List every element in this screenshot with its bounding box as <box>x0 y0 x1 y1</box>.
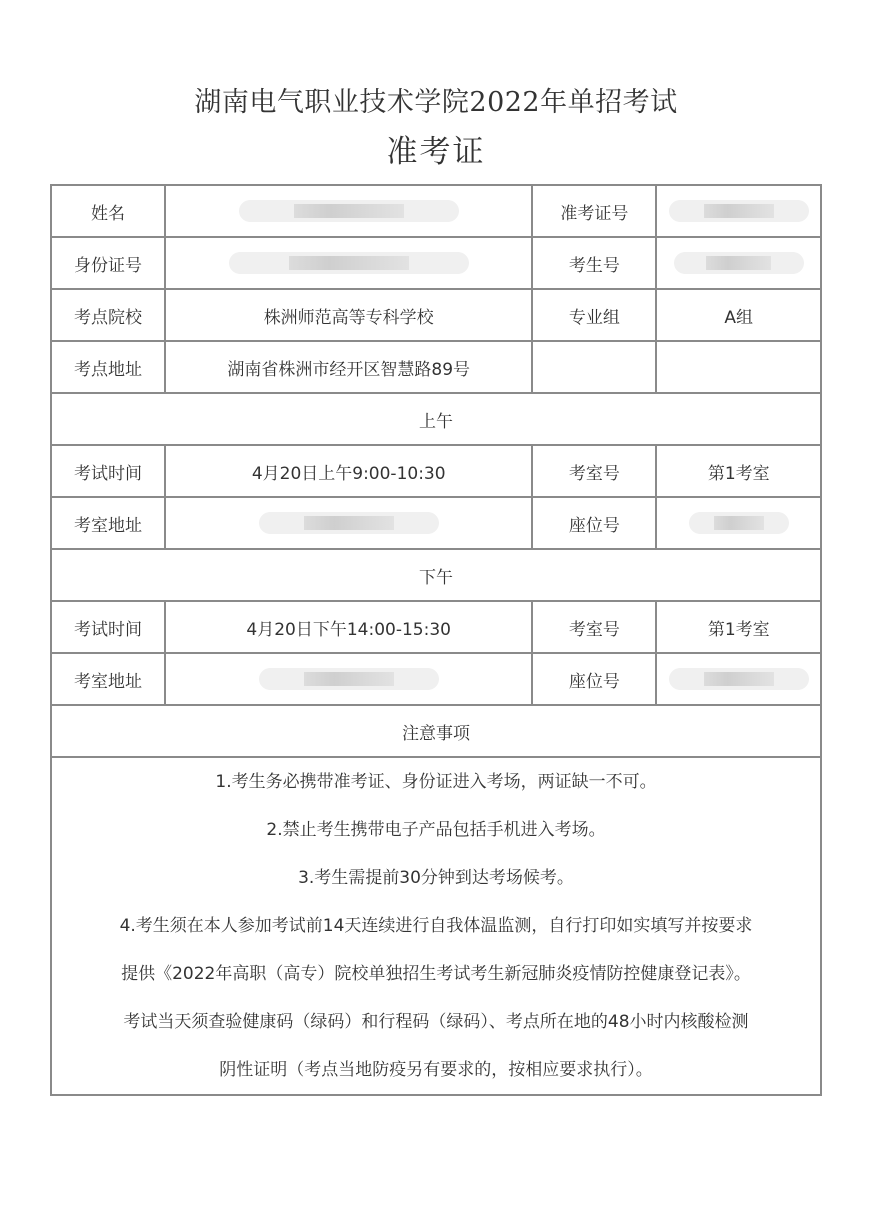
address-label: 考点地址 <box>51 341 165 393</box>
table-row <box>51 653 821 705</box>
table-row <box>51 289 821 341</box>
notes-body <box>51 757 821 1095</box>
redacted-room-address <box>259 512 439 534</box>
name-value <box>165 185 532 237</box>
afternoon-room-label: 考室号 <box>532 601 656 653</box>
id-value <box>165 237 532 289</box>
candidate-no-value <box>656 237 821 289</box>
major-group-value: A组 <box>656 289 821 341</box>
table-row <box>51 757 821 1095</box>
table-row <box>51 601 821 653</box>
table-row <box>51 185 821 237</box>
afternoon-room-address-label: 考室地址 <box>51 653 165 705</box>
morning-time-value: 4月20日上午9:00-10:30 <box>165 445 532 497</box>
candidate-no-label: 考生号 <box>532 237 656 289</box>
morning-seat-label: 座位号 <box>532 497 656 549</box>
empty-cell <box>656 341 821 393</box>
table-row <box>51 341 821 393</box>
school-label: 考点院校 <box>51 289 165 341</box>
morning-room-address-label: 考室地址 <box>51 497 165 549</box>
document-title: 湖南电气职业技术学院2022年单招考试 <box>194 87 678 118</box>
table-row <box>51 237 821 289</box>
redacted-room-address <box>259 668 439 690</box>
major-group-label: 专业组 <box>532 289 656 341</box>
afternoon-seat-label: 座位号 <box>532 653 656 705</box>
redacted-candidate-no <box>674 252 804 274</box>
redacted-seat <box>689 512 789 534</box>
table-row <box>51 549 821 601</box>
morning-room-label: 考室号 <box>532 445 656 497</box>
table-row <box>51 705 821 757</box>
table-row <box>51 445 821 497</box>
note-line: 考试当天须查验健康码（绿码）和行程码（绿码）、考点所在地的48小时内核酸检测 <box>123 1012 749 1032</box>
afternoon-seat-value <box>656 653 821 705</box>
table-row <box>51 393 821 445</box>
notes-heading: 注意事项 <box>51 705 821 757</box>
note-line: 1.考生务必携带准考证、身份证进入考场，两证缺一不可。 <box>215 772 657 792</box>
redacted-id-number <box>229 252 469 274</box>
id-label: 身份证号 <box>51 237 165 289</box>
afternoon-room-address-value <box>165 653 532 705</box>
name-label: 姓名 <box>51 185 165 237</box>
redacted-name <box>239 200 459 222</box>
note-line: 提供《2022年高职（高专）院校单独招生考试考生新冠肺炎疫情防控健康登记表》。 <box>121 964 751 984</box>
admission-ticket-table <box>50 184 822 1096</box>
note-line: 阴性证明（考点当地防疫另有要求的，按相应要求执行）。 <box>219 1060 653 1080</box>
redacted-seat <box>669 668 809 690</box>
afternoon-time-value: 4月20日下午14:00-15:30 <box>165 601 532 653</box>
note-line: 2.禁止考生携带电子产品包括手机进入考场。 <box>266 820 606 840</box>
morning-room-value: 第1考室 <box>656 445 821 497</box>
afternoon-room-value: 第1考室 <box>656 601 821 653</box>
table-row <box>51 497 821 549</box>
morning-section-header: 上午 <box>51 393 821 445</box>
afternoon-section-header: 下午 <box>51 549 821 601</box>
redacted-admission-no <box>669 200 809 222</box>
admission-no-value <box>656 185 821 237</box>
morning-room-address-value <box>165 497 532 549</box>
document-subtitle: 准考证 <box>386 134 486 170</box>
admission-no-label: 准考证号 <box>532 185 656 237</box>
morning-time-label: 考试时间 <box>51 445 165 497</box>
address-value: 湖南省株洲市经开区智慧路89号 <box>165 341 532 393</box>
empty-cell <box>532 341 656 393</box>
morning-seat-value <box>656 497 821 549</box>
school-value: 株洲师范高等专科学校 <box>165 289 532 341</box>
afternoon-time-label: 考试时间 <box>51 601 165 653</box>
note-line: 3.考生需提前30分钟到达考场候考。 <box>298 868 574 888</box>
note-line: 4.考生须在本人参加考试前14天连续进行自我体温监测，自行打印如实填写并按要求 <box>119 916 753 936</box>
